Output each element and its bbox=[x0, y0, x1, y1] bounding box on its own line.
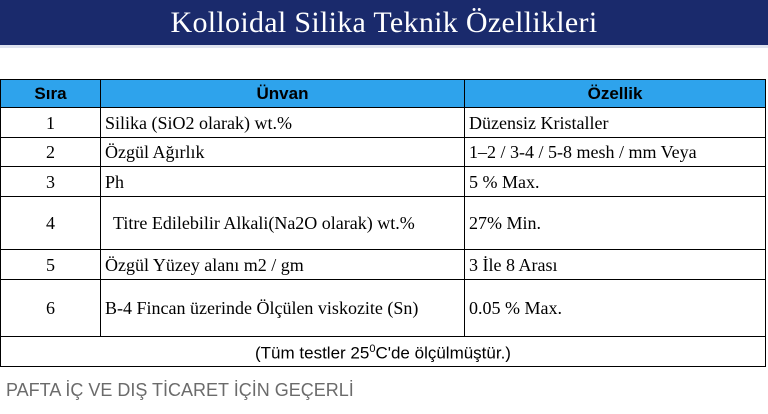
row-property: 27% Min. bbox=[465, 197, 766, 250]
header-unvan: Ünvan bbox=[101, 80, 465, 108]
row-number: 1 bbox=[1, 108, 101, 138]
row-property: 3 İle 8 Arası bbox=[465, 250, 766, 280]
note-text-end: C'de ölçülmüştür.) bbox=[375, 343, 511, 363]
row-property: Düzensiz Kristaller bbox=[465, 108, 766, 138]
row-property: 1–2 / 3-4 / 5-8 mesh / mm Veya bbox=[465, 138, 766, 167]
table-header-row bbox=[1, 80, 766, 108]
note-superscript: 0 bbox=[369, 343, 376, 356]
row-property: 0.05 % Max. bbox=[465, 280, 766, 337]
table-row bbox=[1, 250, 766, 280]
row-number: 5 bbox=[1, 250, 101, 280]
page-title: Kolloidal Silika Teknik Özellikleri bbox=[0, 0, 768, 45]
test-conditions-note bbox=[1, 337, 766, 367]
row-title: Özgül Yüzey alanı m2 / gm bbox=[101, 250, 465, 280]
row-title: Titre Edilebilir Alkali(Na2O olarak) wt.% bbox=[101, 197, 465, 250]
note-text-start: (Tüm testler 25 bbox=[255, 343, 370, 363]
footer-note: PAFTA İÇ VE DIŞ TİCARET İÇİN GEÇERLİ bbox=[6, 380, 354, 400]
table-row bbox=[1, 108, 766, 138]
row-number: 2 bbox=[1, 138, 101, 167]
row-title: B-4 Fincan üzerinde Ölçülen viskozite (Sn) bbox=[101, 280, 465, 337]
row-number: 3 bbox=[1, 167, 101, 197]
table-row bbox=[1, 280, 766, 337]
row-number: 6 bbox=[1, 280, 101, 337]
row-number: 4 bbox=[1, 197, 101, 250]
header-ozellik: Özellik bbox=[465, 80, 766, 108]
row-title: Ph bbox=[101, 167, 465, 197]
table-row bbox=[1, 138, 766, 167]
row-title: Silika (SiO2 olarak) wt.% bbox=[101, 108, 465, 138]
table-row bbox=[1, 167, 766, 197]
title-divider bbox=[0, 45, 768, 48]
table-note-row bbox=[1, 337, 766, 367]
row-title: Özgül Ağırlık bbox=[101, 138, 465, 167]
table-row bbox=[1, 197, 766, 250]
spec-table bbox=[0, 79, 766, 367]
row-property: 5 % Max. bbox=[465, 167, 766, 197]
header-sira: Sıra bbox=[1, 80, 101, 108]
